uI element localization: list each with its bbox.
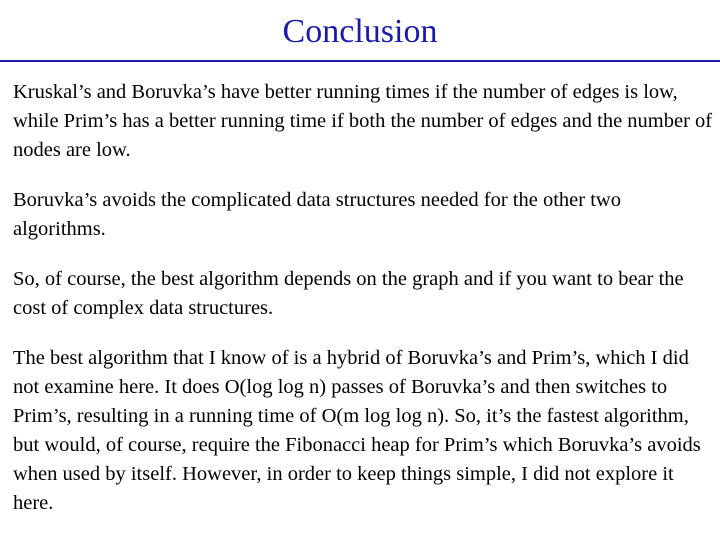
paragraph-running-times: Kruskal’s and Boruvka’s have better running times if the number of edges is low, while Prim’s has a better running time if both the number of edges and the number of nodes are low. xyxy=(13,81,713,161)
slide-title: Conclusion xyxy=(282,13,438,50)
title-divider xyxy=(0,60,720,62)
paragraph-best-algorithm-depends: So, of course, the best algorithm depends on the graph and if you want to bear the cost of complex data structures. xyxy=(13,268,684,319)
paragraph-hybrid-algorithm: The best algorithm that I know of is a hybrid of Boruvka’s and Prim’s, which I did not examine here. It does O(log log n) passes of Boruvka’s and then switches to Prim’s, resulting in a running time of O(m log log n). So, it’s the fastest algorithm, but would, of course, require the Fibonacci heap for Prim’s which Boruvka’s avoids when used by itself. However, in order to keep things simple, I did not explore it here. xyxy=(13,347,701,514)
paragraph-boruvka-data-structures: Boruvka’s avoids the complicated data structures needed for the other two algorithms. xyxy=(13,189,621,240)
slide-body xyxy=(13,78,713,539)
